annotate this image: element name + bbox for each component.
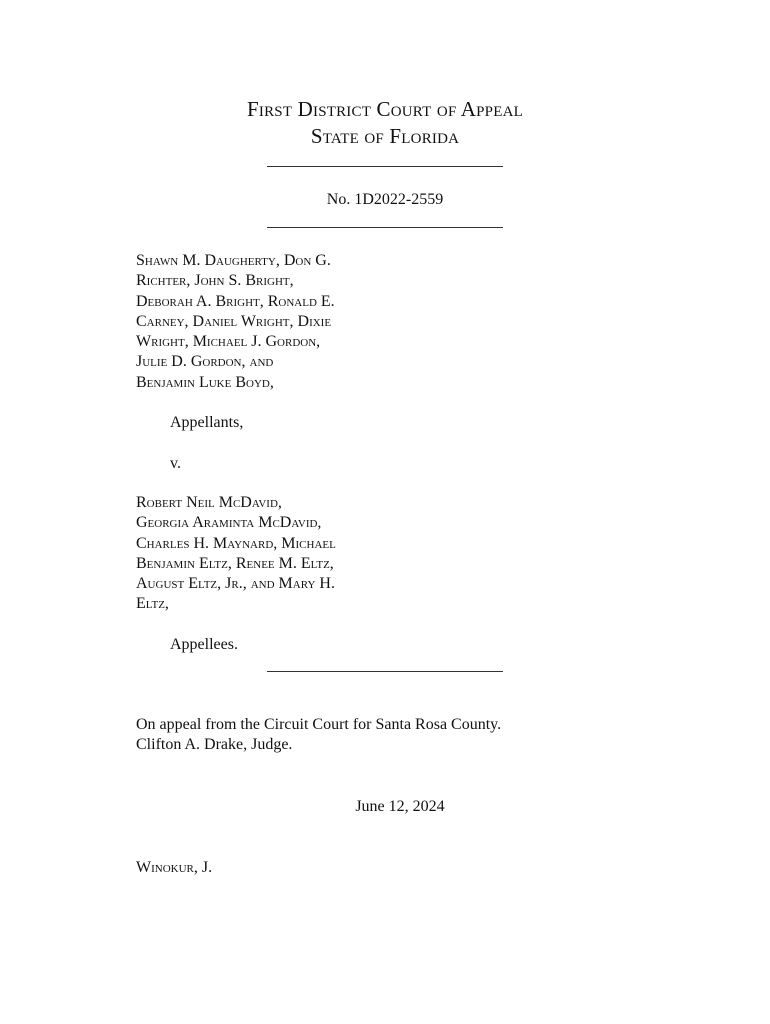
- trial-judge: Clifton A. Drake, Judge.: [136, 736, 293, 754]
- appellant-names-line: Richter, John S. Bright,: [136, 272, 294, 290]
- appellee-names-line: August Eltz, Jr., and Mary H.: [136, 575, 335, 593]
- appellants-label: Appellants,: [170, 414, 244, 431]
- separator-rule: [267, 671, 503, 672]
- appellees-label: Appellees.: [170, 636, 238, 653]
- versus-label: v.: [170, 455, 181, 472]
- appellee-names-line: Eltz,: [136, 595, 169, 613]
- separator-rule: [267, 166, 503, 167]
- court-state: State of Florida: [310, 124, 460, 148]
- appellant-names-line: Shawn M. Daugherty, Don G.: [136, 252, 331, 269]
- appellee-names-line: Robert Neil McDavid,: [136, 494, 282, 511]
- appellees-names: [136, 493, 636, 615]
- appellant-names-line: Carney, Daniel Wright, Dixie: [136, 312, 332, 330]
- appellee-names-line: Charles H. Maynard, Michael: [136, 534, 336, 552]
- separator-rule: [267, 227, 503, 228]
- court-name: First District Court of Appeal: [247, 97, 523, 121]
- appeal-info: [136, 715, 696, 756]
- case-number: No. 1D2022-2559: [326, 191, 444, 208]
- appeal-origin: On appeal from the Circuit Court for Santa Rosa County.: [136, 716, 502, 733]
- appellant-names-line: Wright, Michael J. Gordon,: [136, 333, 321, 351]
- decision-date: June 12, 2024: [355, 798, 445, 815]
- appellee-names-line: Georgia Araminta McDavid,: [136, 514, 322, 532]
- appellee-names-line: Benjamin Eltz, Renee M. Eltz,: [136, 554, 334, 572]
- opinion-author: Winokur, J.: [136, 859, 213, 876]
- appellant-names-line: Benjamin Luke Boyd,: [136, 373, 274, 391]
- appellants-names: [136, 251, 636, 393]
- appellant-names-line: Julie D. Gordon, and: [136, 353, 274, 371]
- appellant-names-line: Deborah A. Bright, Ronald E.: [136, 292, 335, 310]
